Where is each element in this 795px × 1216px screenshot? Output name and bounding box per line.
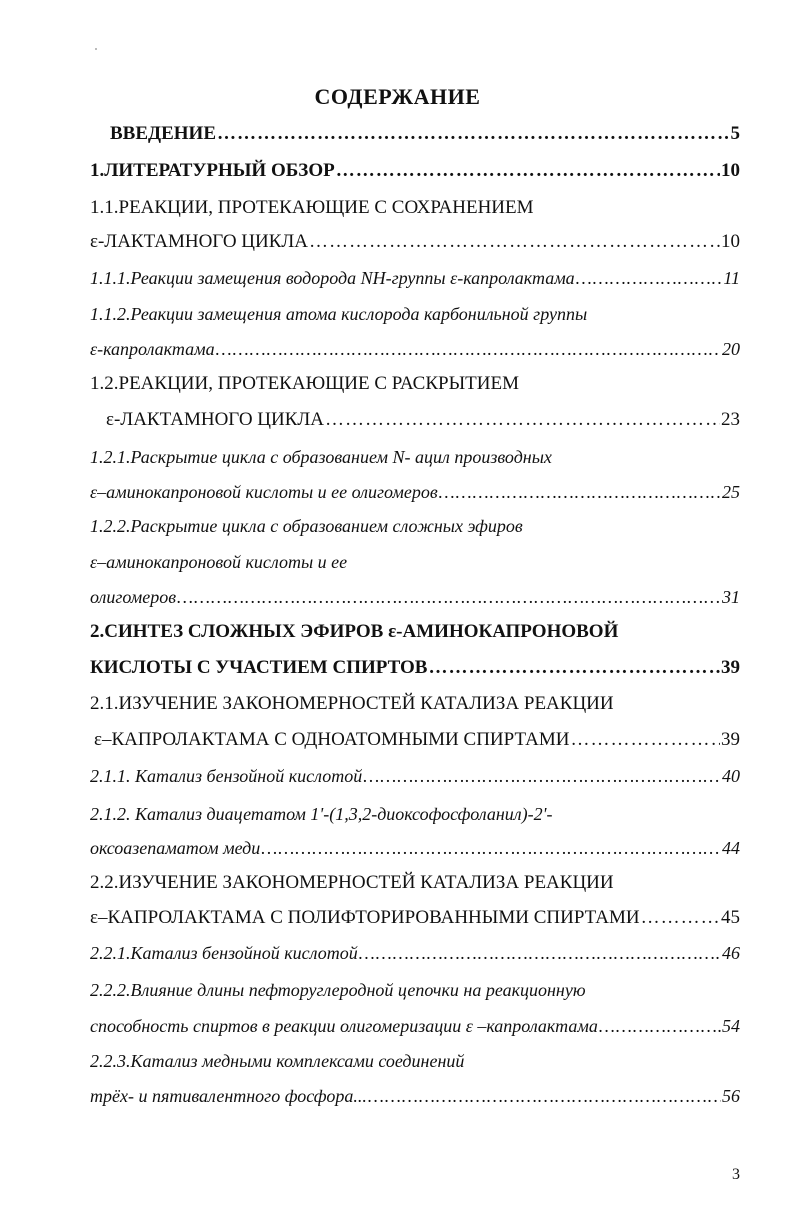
toc-leader xyxy=(325,408,720,432)
toc-entry-text: 1.1.РЕАКЦИИ, ПРОТЕКАЮЩИЕ С СОХРАНЕНИЕМ xyxy=(90,197,534,218)
toc-leader xyxy=(363,764,721,788)
toc-leader xyxy=(570,728,720,752)
toc-entry[interactable] xyxy=(94,728,740,752)
toc-entry-text: 2.2.1.Катализ бензойной кислотой xyxy=(90,943,358,963)
toc-entry-text: ε–КАПРОЛАКТАМА С ОДНОАТОМНЫМИ СПИРТАМИ xyxy=(94,729,570,750)
toc-entry-text: 2.2.3.Катализ медными комплексами соединений xyxy=(90,1051,465,1071)
toc-page-number: 46 xyxy=(722,943,740,963)
toc-entry[interactable] xyxy=(90,550,347,574)
toc-leader xyxy=(359,941,721,965)
toc-entry-text: оксоазепаматом меди xyxy=(90,838,261,858)
toc-entry[interactable] xyxy=(90,445,552,469)
toc-entry[interactable] xyxy=(90,692,614,716)
toc-entry[interactable] xyxy=(90,941,740,965)
toc-entry[interactable] xyxy=(90,230,740,254)
toc-entry-text: ε–аминокапроновой кислоты и ее олигомеров xyxy=(90,482,438,502)
toc-entry-text: трёх- и пятивалентного фосфора... xyxy=(90,1086,367,1106)
toc-entry[interactable] xyxy=(90,514,523,538)
toc-entry[interactable] xyxy=(90,1049,464,1073)
toc-entry[interactable] xyxy=(90,302,587,326)
toc-entry-text: 2.1.1. Катализ бензойной кислотой xyxy=(90,766,363,786)
toc-entry-text: 1.ЛИТЕРАТУРНЫЙ ОБЗОР xyxy=(90,160,335,181)
toc-leader xyxy=(309,230,720,254)
toc-leader xyxy=(336,159,720,183)
toc-leader xyxy=(599,1014,721,1038)
toc-page-number: 10 xyxy=(721,160,740,181)
toc-entry-text: ε–КАПРОЛАКТАМА С ПОЛИФТОРИРОВАННЫМИ СПИРТАМИ xyxy=(90,907,640,928)
toc-entry[interactable] xyxy=(90,1084,740,1108)
toc-entry[interactable] xyxy=(90,480,740,504)
toc-page-number: 25 xyxy=(722,482,740,502)
toc-leader xyxy=(261,836,721,860)
toc-leader xyxy=(217,122,730,146)
toc-entry-text: 1.2.РЕАКЦИИ, ПРОТЕКАЮЩИЕ С РАСКРЫТИЕМ xyxy=(90,373,519,394)
toc-entry[interactable] xyxy=(90,871,614,895)
toc-entry[interactable] xyxy=(90,802,552,826)
toc-entry-text: 1.1.1.Реакции замещения водорода NH-группы ε-капролактама xyxy=(90,268,575,288)
toc-entry-text: ε-ЛАКТАМНОГО ЦИКЛА xyxy=(106,409,325,430)
toc-page-number: 56 xyxy=(722,1086,740,1106)
toc-entry[interactable] xyxy=(90,620,618,644)
toc-entry[interactable] xyxy=(90,906,740,930)
toc-page-number: 44 xyxy=(722,838,740,858)
toc-page-number: 45 xyxy=(721,907,740,928)
toc-leader xyxy=(428,656,720,680)
toc-page-number: 39 xyxy=(721,657,740,678)
toc-entry[interactable] xyxy=(90,656,740,680)
toc-leader xyxy=(439,480,721,504)
toc-entry-text: КИСЛОТЫ С УЧАСТИЕМ СПИРТОВ xyxy=(90,657,428,678)
toc-entry[interactable] xyxy=(90,196,534,220)
toc-page-number: 23 xyxy=(721,409,740,430)
toc-entry[interactable] xyxy=(90,337,740,361)
toc-page-number: 11 xyxy=(723,268,740,288)
toc-entry[interactable] xyxy=(90,764,740,788)
toc-entry-text: ε-капролактама xyxy=(90,339,215,359)
toc-page-number: 54 xyxy=(722,1016,740,1036)
toc-entry[interactable] xyxy=(90,266,740,290)
toc-entry-text: 1.2.1.Раскрытие цикла с образованием N- ацил производных xyxy=(90,447,552,467)
toc-entry-text: 1.2.2.Раскрытие цикла с образованием сложных эфиров xyxy=(90,516,523,536)
toc-entry-text: 2.СИНТЕЗ СЛОЖНЫХ ЭФИРОВ ε-АМИНОКАПРОНОВОЙ xyxy=(90,621,619,642)
toc-entry[interactable] xyxy=(110,122,740,146)
toc-entry-text: 2.1.2. Катализ диацетатом 1'-(1,3,2-диоксофосфоланил)-2'- xyxy=(90,804,553,824)
page-number: 3 xyxy=(732,1166,740,1183)
toc-entry[interactable] xyxy=(106,408,740,432)
toc-entry[interactable] xyxy=(90,1014,740,1038)
toc-entry-text: ε–аминокапроновой кислоты и ее xyxy=(90,552,348,572)
toc-entry-text: 2.2.2.Влияние длины пефторуглеродной цепочки на реакционную xyxy=(90,980,586,1000)
toc-entry-text: 1.1.2.Реакции замещения атома кислорода карбонильной группы xyxy=(90,304,588,324)
toc-leader xyxy=(216,337,721,361)
toc-leader xyxy=(576,266,723,290)
toc-page-number: 10 xyxy=(721,231,740,252)
toc-page-number: 20 xyxy=(722,339,740,359)
toc-entry-text: 2.1.ИЗУЧЕНИЕ ЗАКОНОМЕРНОСТЕЙ КАТАЛИЗА РЕАКЦИИ xyxy=(90,693,614,714)
toc-leader xyxy=(177,585,721,609)
toc-entry-text: 2.2.ИЗУЧЕНИЕ ЗАКОНОМЕРНОСТЕЙ КАТАЛИЗА РЕАКЦИИ xyxy=(90,872,614,893)
toc-entry[interactable] xyxy=(90,372,519,396)
page-title: СОДЕРЖАНИЕ xyxy=(314,84,481,109)
toc-entry-text: ε-ЛАКТАМНОГО ЦИКЛА xyxy=(90,231,309,252)
toc-entry[interactable] xyxy=(90,585,740,609)
toc-entry[interactable] xyxy=(90,978,586,1002)
toc-entry-text: олигомеров xyxy=(90,587,177,607)
toc-page-number: 31 xyxy=(722,587,740,607)
toc-page-number: 5 xyxy=(730,123,740,144)
toc-leader xyxy=(368,1084,721,1108)
toc-entry-text: способность спиртов в реакции олигомеризации ε –капролактама xyxy=(90,1016,598,1036)
toc-page-number: 39 xyxy=(721,729,740,750)
toc-page-number: 40 xyxy=(722,766,740,786)
toc-entry-text: ВВЕДЕНИЕ xyxy=(110,123,216,144)
toc-leader xyxy=(641,906,720,930)
toc-entry[interactable] xyxy=(90,836,740,860)
toc-entry[interactable] xyxy=(90,159,740,183)
